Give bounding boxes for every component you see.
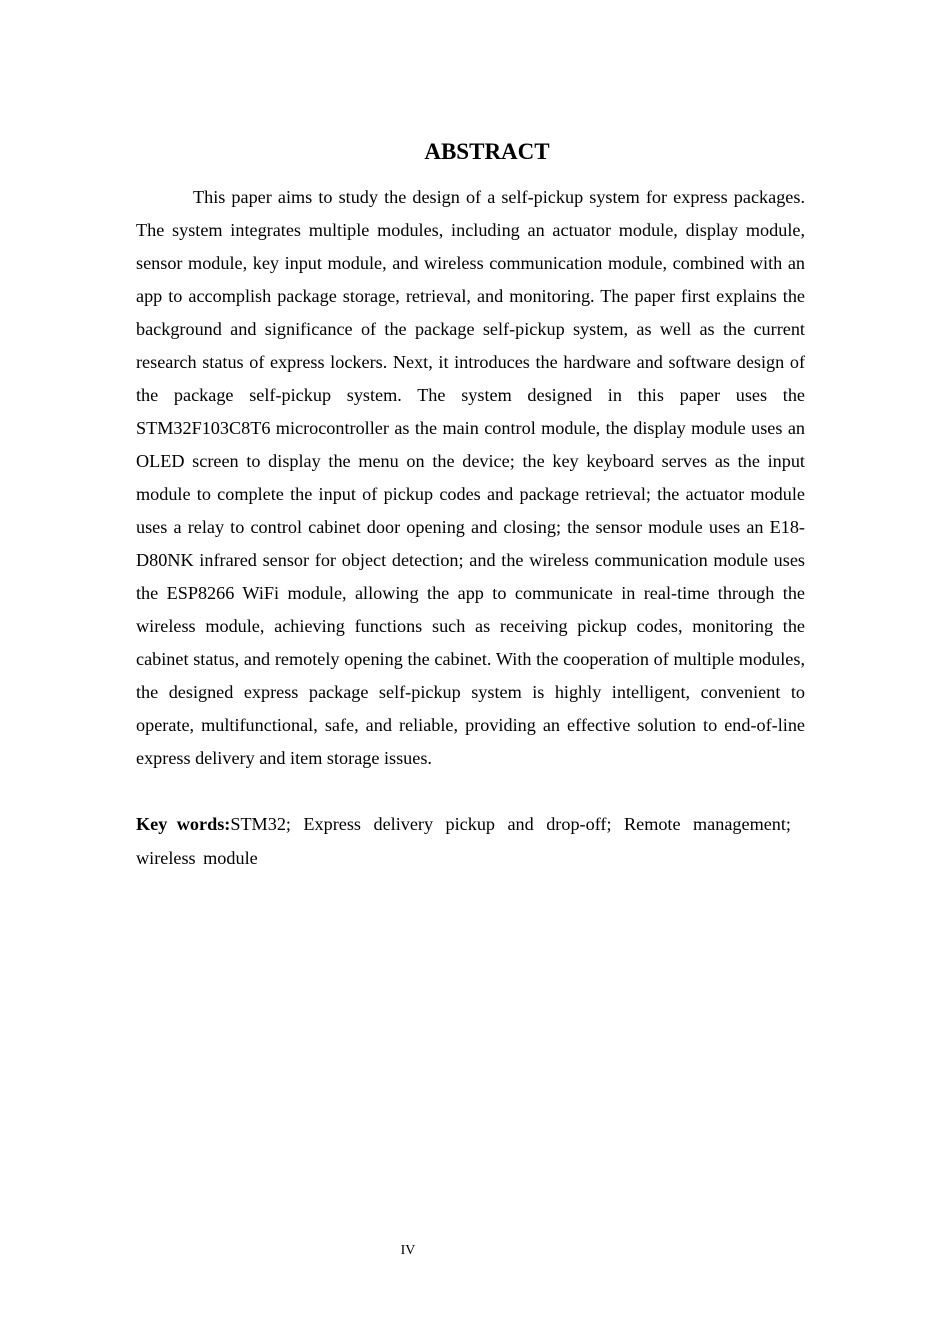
abstract-body: This paper aims to study the design of a self-pickup system for express packages. The system integrates multiple modules, including an actuator module, display module, sensor module, key input module, and wireless communication module, combined with an app to accomplish package storage, retrieval, and monitoring. The paper first explains the background and significance of the package self-pickup system, as well as the current research status of express lockers. Next, it introduces the hardware and software design of the package self-pickup system. The system designed in this paper uses the STM32F103C8T6 microcontroller as the main control module, the display module uses an OLED screen to display the menu on the device; the key keyboard serves as the input module to complete the input of pickup codes and package retrieval; the actuator module uses a relay to control cabinet door opening and closing; the sensor module uses an E18-D80NK infrared sensor for object detection; and the wireless communication module uses the ESP8266 WiFi module, allowing the app to communicate in real-time through the wireless module, achieving functions such as receiving pickup codes, monitoring the cabinet status, and remotely opening the cabinet. With the cooperation of multiple modules, the designed express package self-pickup system is highly intelligent, convenient to operate, multifunctional, safe, and reliable, providing an effective solution to end-of-line express delivery and item storage issues. [136, 187, 805, 768]
keywords-text: STM32; Express delivery pickup and drop-off; Remote management; wireless module [136, 814, 791, 868]
keywords-paragraph [136, 808, 791, 875]
keywords-label: Key words: [136, 814, 231, 834]
abstract-title: ABSTRACT [424, 139, 550, 164]
page-number: IV [400, 1243, 416, 1258]
